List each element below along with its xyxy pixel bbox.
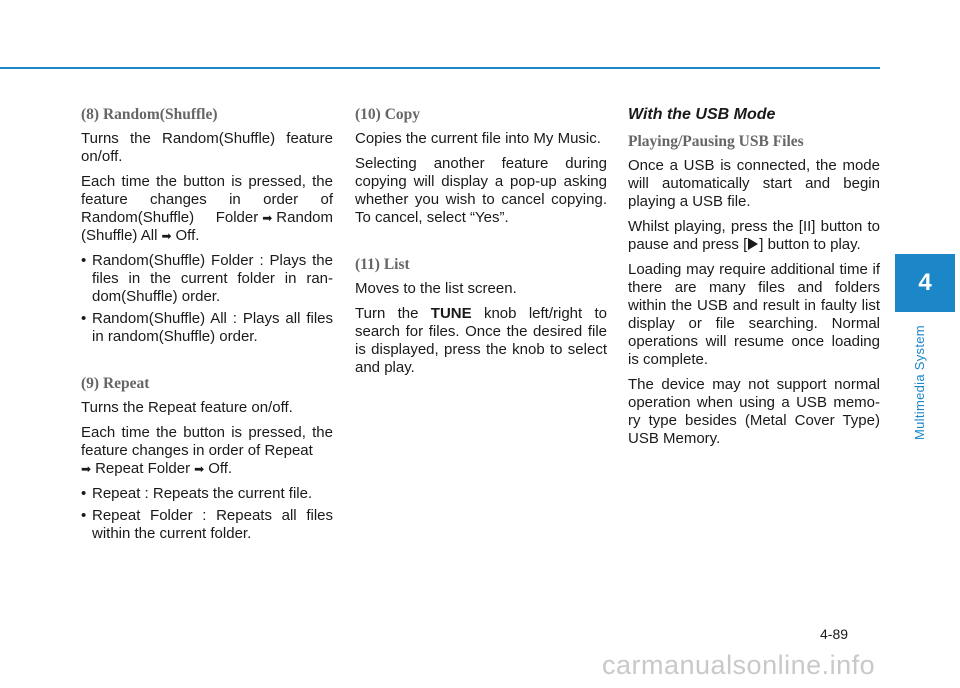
list-item: • Repeat Folder : Repeats all files within the current folder. [81,507,333,543]
heading-random-shuffle: (8) Random(Shuffle) [81,106,218,123]
arrow-right-icon: ➡ [81,462,92,476]
play-icon [748,238,758,250]
copy-cancel: Selecting another feature during copying will display a pop-up asking whether you wish to cancel copying. To cancel, select “Yes”. [355,155,607,226]
usb-loading: Loading may require additional time if there are many files and folders within the USB and result in faulty list display or file searching. Normal operations will resume once loading is complete. [628,261,880,368]
heading-copy: (10) Copy [355,106,421,123]
random-desc: Turns the Random(Shuffle) feature on/off. [81,130,333,165]
heading-list: (11) List [355,256,410,273]
usb-device-note: The device may not support normal operation when using a USB memo-ry type besides (Metal Cover Type) USB Memory. [628,376,880,447]
list-tune: Turn the TUNE knob left/right to search for files. Once the desired file is displayed, press the knob to select and play. [355,305,608,376]
random-order: Each time the button is pressed, the feature changes in order of Random(Shuffle) Folder ➡ Random (Shuffle) All ➡ Off. [81,173,333,244]
arrow-right-icon: ➡ [262,211,273,225]
page-number: 4-89 [820,626,849,642]
header-rule [0,67,880,69]
copy-desc: Copies the current file into My Music. [355,130,601,147]
list-item: • Random(Shuffle) All : Plays all files in random(Shuffle) order. [81,310,333,346]
list-desc: Moves to the list screen. [355,280,517,297]
random-bullets [81,252,333,346]
column-1 [81,106,333,550]
list-item: • Random(Shuffle) Folder : Plays the files in the current folder in ran-dom(Shuffle) order. [81,252,333,306]
pause-icon: II [802,218,812,235]
column-2 [355,106,607,384]
arrow-right-icon: ➡ [161,229,172,243]
usb-pause-play: Whilst playing, press the [II] button to pause and press [ ] button to play. [628,218,881,253]
tune-label: TUNE [430,305,472,322]
arrow-right-icon: ➡ [194,462,205,476]
list-item: • Repeat : Repeats the current file. [81,485,333,503]
usb-connect: Once a USB is connected, the mode will automatically start and begin playing a USB file. [628,157,880,210]
heading-playing-pausing: Playing/Pausing USB Files [628,133,804,150]
column-3 [628,106,880,455]
repeat-desc: Turns the Repeat feature on/off. [81,399,293,416]
heading-usb-mode: With the USB Mode [628,106,776,123]
repeat-bullets [81,485,333,543]
chapter-label: Multimedia System [912,325,927,440]
watermark: carmanualsonline.info [602,650,876,680]
heading-repeat: (9) Repeat [81,375,150,392]
repeat-order: Each time the button is pressed, the feature changes in order of Repeat ➡ Repeat Folder ➡ Off. [81,424,333,477]
chapter-tab: 4 [895,254,955,312]
